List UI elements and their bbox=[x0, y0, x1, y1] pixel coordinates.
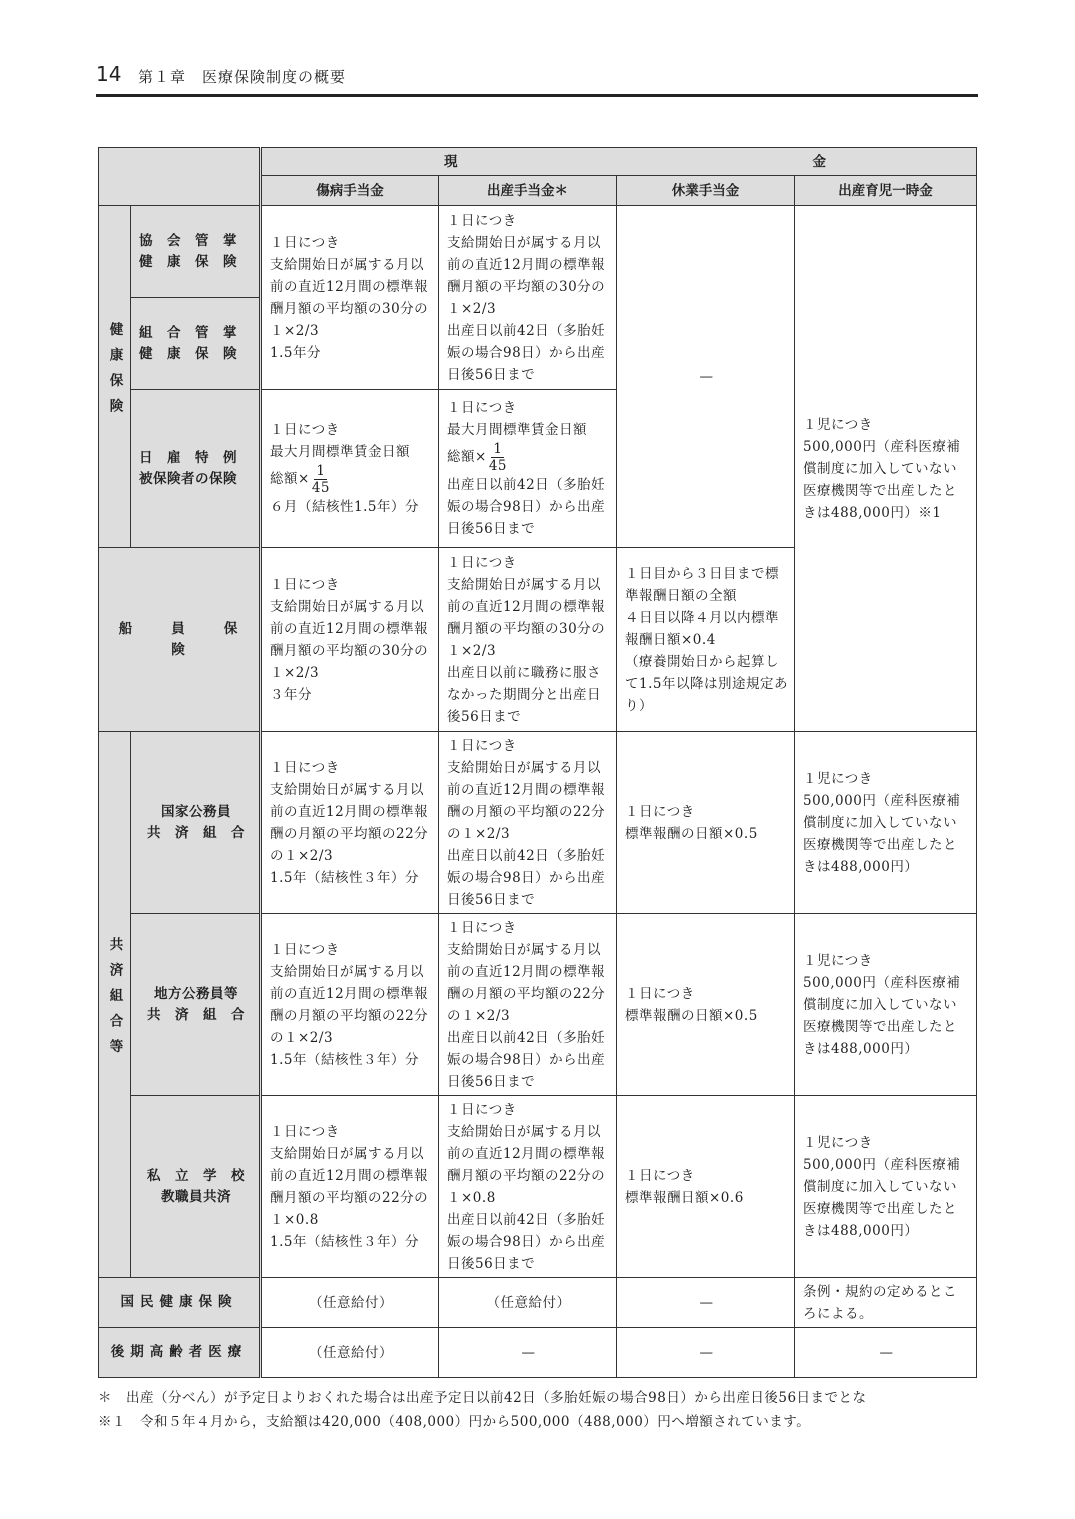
kenpo-shussan: １日につき 支給開始日が属する月以前の直近12月間の標準報酬月額の平均額の30分の１×2/3 出産日以前42日（多胎妊娠の場合98日）から出産日後56日まで bbox=[439, 206, 617, 390]
cash-header-right: 金 bbox=[812, 153, 826, 170]
hiyatoi-shussan: １日につき 最大月間標準賃金日額 総額× $\frac{1}{45}$ 出産日以前42日（多胎妊娠の場合98日）から出産日後56日まで bbox=[439, 390, 617, 548]
chiho-shobyo: １日につき 支給開始日が属する月以前の直近12月間の標準報酬の月額の平均額の22分の１×2/3 1.5年（結核性３年）分 bbox=[261, 914, 439, 1096]
col-header-kyugyo: 休業手当金 bbox=[617, 176, 795, 206]
koki-ikuji: — bbox=[795, 1328, 977, 1378]
row-label-hiyatoi: 日 雇 特 例 被保険者の保険 bbox=[131, 390, 261, 548]
row-label-kumiai: 組 合 管 掌 健 康 保 険 bbox=[131, 298, 261, 390]
kenpo-ikuji: １児につき 500,000円（産科医療補償制度に加入していない医療機関等で出産したときは488,000円）※1 bbox=[795, 206, 977, 732]
group-kyosai: 共済組合等 bbox=[99, 732, 131, 1278]
cash-header-left: 現 bbox=[444, 153, 458, 170]
hiyatoi-shobyo: １日につき 最大月間標準賃金日額 総額× $\frac{1}{45}$ ６月（結核性1.5年）分 bbox=[261, 390, 439, 548]
kokka-shobyo: １日につき 支給開始日が属する月以前の直近12月間の標準報酬の月額の平均額の22分の１×2/3 1.5年（結核性３年）分 bbox=[261, 732, 439, 914]
footnote-asterisk: ＊ 出産（分べん）が予定日よりおくれた場合は出産予定日以前42日（多胎妊娠の場合98日）から出産日後56日までとな bbox=[98, 1390, 867, 1406]
group-kenko: 健康保険 bbox=[99, 206, 131, 548]
row-label-kyokai: 協 会 管 掌 健 康 保 険 bbox=[131, 206, 261, 298]
row-label-kokka: 国家公務員 共 済 組 合 bbox=[131, 732, 261, 914]
shiritsu-shussan: １日につき 支給開始日が属する月以前の直近12月間の標準報酬月額の平均額の22分の１×0.8 出産日以前42日（多胎妊娠の場合98日）から出産日後56日まで bbox=[439, 1096, 617, 1278]
shiritsu-shobyo: １日につき 支給開始日が属する月以前の直近12月間の標準報酬月額の平均額の22分の１×0.8 1.5年（結核性３年）分 bbox=[261, 1096, 439, 1278]
koki-shobyo: （任意給付） bbox=[261, 1328, 439, 1378]
col-header-ikuji: 出産育児一時金 bbox=[795, 176, 977, 206]
koki-kyugyo: — bbox=[617, 1328, 795, 1378]
chiho-kyugyo: １日につき 標準報酬の日額×0.5 bbox=[617, 914, 795, 1096]
kokka-kyugyo: １日につき 標準報酬の日額×0.5 bbox=[617, 732, 795, 914]
chapter-title: 第１章 医療保険制度の概要 bbox=[138, 68, 347, 86]
kokumin-shussan: （任意給付） bbox=[439, 1278, 617, 1328]
fraction-1-45: $\frac{1}{45}$ bbox=[488, 441, 507, 474]
kenpo-kyugyo: — bbox=[617, 206, 795, 548]
row-label-kokumin: 国民健康保険 bbox=[99, 1278, 261, 1328]
kokka-shussan: １日につき 支給開始日が属する月以前の直近12月間の標準報酬の月額の平均額の22分の１×2/3 出産日以前42日（多胎妊娠の場合98日）から出産日後56日まで bbox=[439, 732, 617, 914]
page-header bbox=[96, 58, 978, 97]
col-header-shussan: 出産手当金＊ bbox=[439, 176, 617, 206]
page-number: 14 bbox=[96, 62, 122, 86]
kokumin-shobyo: （任意給付） bbox=[261, 1278, 439, 1328]
chiho-shussan: １日につき 支給開始日が属する月以前の直近12月間の標準報酬の月額の平均額の22分の１×2/3 出産日以前42日（多胎妊娠の場合98日）から出産日後56日まで bbox=[439, 914, 617, 1096]
row-label-shiritsu: 私 立 学 校 教職員共済 bbox=[131, 1096, 261, 1278]
senin-shobyo: １日につき 支給開始日が属する月以前の直近12月間の標準報酬月額の平均額の30分の１×2/3 ３年分 bbox=[261, 548, 439, 732]
benefits-table bbox=[98, 147, 977, 1378]
senin-shussan: １日につき 支給開始日が属する月以前の直近12月間の標準報酬月額の平均額の30分の１×2/3 出産日以前に職務に服さなかった期間分と出産日後56日まで bbox=[439, 548, 617, 732]
row-label-senin: 船 員 保 険 bbox=[99, 548, 261, 732]
kokumin-kyugyo: — bbox=[617, 1278, 795, 1328]
col-header-shobyo: 傷病手当金 bbox=[261, 176, 439, 206]
chiho-ikuji: １児につき 500,000円（産科医療補償制度に加入していない医療機関等で出産したときは488,000円） bbox=[795, 914, 977, 1096]
kokumin-ikuji: 条例・規約の定めるところによる。 bbox=[795, 1278, 977, 1328]
shiritsu-kyugyo: １日につき 標準報酬日額×0.6 bbox=[617, 1096, 795, 1278]
corner-header bbox=[99, 148, 261, 206]
kokka-ikuji: １児につき 500,000円（産科医療補償制度に加入していない医療機関等で出産したときは488,000円） bbox=[795, 732, 977, 914]
cash-header bbox=[261, 148, 977, 176]
row-label-koki: 後期高齢者医療 bbox=[99, 1328, 261, 1378]
koki-shussan: — bbox=[439, 1328, 617, 1378]
senin-kyugyo: １日目から３日目まで標準報酬日額の全額 ４日目以降４月以内標準報酬日額×0.4 （療養開始日から起算して1.5年以降は別途規定あり） bbox=[617, 548, 795, 732]
fraction-1-45: $\frac{1}{45}$ bbox=[311, 463, 330, 496]
footnote-1: ※１ 令和５年４月から，支給額は420,000（408,000）円から500,000（488,000）円へ増額されています。 bbox=[98, 1414, 811, 1430]
shiritsu-ikuji: １児につき 500,000円（産科医療補償制度に加入していない医療機関等で出産したときは488,000円） bbox=[795, 1096, 977, 1278]
kenpo-shobyo: １日につき 支給開始日が属する月以前の直近12月間の標準報酬月額の平均額の30分の１×2/3 1.5年分 bbox=[261, 206, 439, 390]
row-label-chiho: 地方公務員等 共 済 組 合 bbox=[131, 914, 261, 1096]
